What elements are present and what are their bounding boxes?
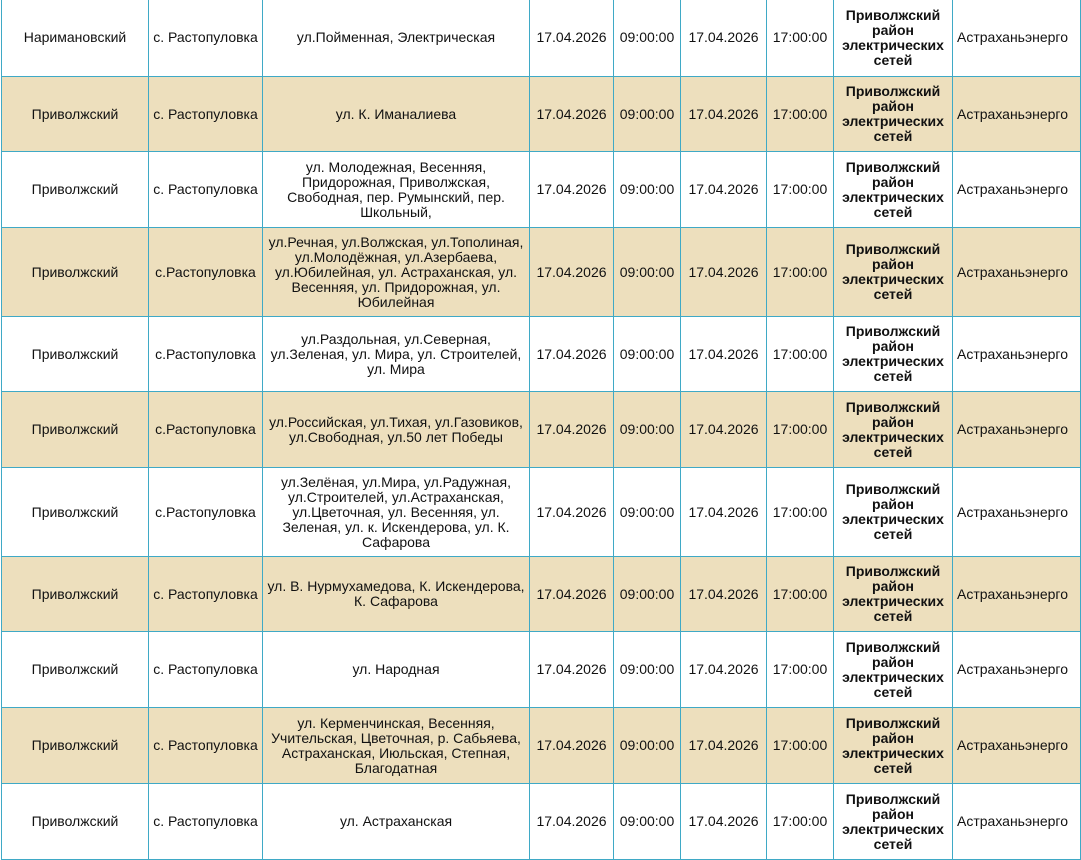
grid-organization-cell: Приволжский район электрических сетей (834, 632, 953, 708)
locality-cell: с. Растопуловка (149, 708, 263, 784)
start-date-cell: 17.04.2026 (530, 708, 614, 784)
locality-cell: с. Растопуловка (149, 0, 263, 77)
district-cell: Приволжский (2, 784, 149, 860)
locality-cell: с.Растопуловка (149, 228, 263, 317)
start-time-cell: 09:00:00 (614, 228, 681, 317)
end-time-cell: 17:00:00 (767, 632, 834, 708)
end-time-cell: 17:00:00 (767, 0, 834, 77)
end-time-cell: 17:00:00 (767, 77, 834, 152)
end-time-cell: 17:00:00 (767, 708, 834, 784)
district-cell: Приволжский (2, 708, 149, 784)
district-cell: Приволжский (2, 152, 149, 228)
end-time-cell: 17:00:00 (767, 468, 834, 557)
locality-cell: с. Растопуловка (149, 632, 263, 708)
grid-organization-cell: Приволжский район электрических сетей (834, 0, 953, 77)
grid-organization-cell: Приволжский район электрических сетей (834, 77, 953, 152)
grid-organization-cell: Приволжский район электрических сетей (834, 317, 953, 392)
end-time-cell: 17:00:00 (767, 392, 834, 468)
start-time-cell: 09:00:00 (614, 557, 681, 632)
start-date-cell: 17.04.2026 (530, 77, 614, 152)
table-row (2, 708, 1081, 784)
table-row (2, 77, 1081, 152)
company-cell: Астраханьэнерго (953, 557, 1081, 632)
start-date-cell: 17.04.2026 (530, 317, 614, 392)
start-time-cell: 09:00:00 (614, 152, 681, 228)
district-cell: Приволжский (2, 632, 149, 708)
locality-cell: с. Растопуловка (149, 557, 263, 632)
streets-cell: ул. Астраханская (263, 784, 530, 860)
start-time-cell: 09:00:00 (614, 77, 681, 152)
company-cell: Астраханьэнерго (953, 632, 1081, 708)
table-body (2, 0, 1081, 860)
end-date-cell: 17.04.2026 (681, 0, 767, 77)
streets-cell: ул. Керменчинская, Весенняя, Учительская, Цветочная, р. Сабьяева, Астраханская, Июльская, Степная, Благодатная (263, 708, 530, 784)
start-date-cell: 17.04.2026 (530, 468, 614, 557)
grid-organization-cell: Приволжский район электрических сетей (834, 152, 953, 228)
start-date-cell: 17.04.2026 (530, 784, 614, 860)
table-row (2, 468, 1081, 557)
district-cell: Приволжский (2, 77, 149, 152)
table-row (2, 784, 1081, 860)
grid-organization-cell: Приволжский район электрических сетей (834, 784, 953, 860)
district-cell: Приволжский (2, 228, 149, 317)
grid-organization-cell: Приволжский район электрических сетей (834, 392, 953, 468)
start-time-cell: 09:00:00 (614, 708, 681, 784)
locality-cell: с. Растопуловка (149, 77, 263, 152)
end-date-cell: 17.04.2026 (681, 557, 767, 632)
locality-cell: с. Растопуловка (149, 784, 263, 860)
company-cell: Астраханьэнерго (953, 317, 1081, 392)
company-cell: Астраханьэнерго (953, 708, 1081, 784)
district-cell: Наримановский (2, 0, 149, 77)
grid-organization-cell: Приволжский район электрических сетей (834, 468, 953, 557)
company-cell: Астраханьэнерго (953, 392, 1081, 468)
end-date-cell: 17.04.2026 (681, 228, 767, 317)
start-time-cell: 09:00:00 (614, 392, 681, 468)
end-time-cell: 17:00:00 (767, 228, 834, 317)
table-row (2, 557, 1081, 632)
company-cell: Астраханьэнерго (953, 468, 1081, 557)
grid-organization-cell: Приволжский район электрических сетей (834, 228, 953, 317)
streets-cell: ул.Российская, ул.Тихая, ул.Газовиков, ул.Свободная, ул.50 лет Победы (263, 392, 530, 468)
streets-cell: ул. Молодежная, Весенняя, Придорожная, Приволжская, Свободная, пер. Румынский, пер. Школьный, (263, 152, 530, 228)
end-date-cell: 17.04.2026 (681, 632, 767, 708)
locality-cell: с.Растопуловка (149, 468, 263, 557)
start-date-cell: 17.04.2026 (530, 0, 614, 77)
table-row (2, 228, 1081, 317)
streets-cell: ул.Раздольная, ул.Северная, ул.Зеленая, ул. Мира, ул. Строителей, ул. Мира (263, 317, 530, 392)
streets-cell: ул. Народная (263, 632, 530, 708)
locality-cell: с.Растопуловка (149, 392, 263, 468)
end-time-cell: 17:00:00 (767, 317, 834, 392)
table-row (2, 632, 1081, 708)
start-time-cell: 09:00:00 (614, 317, 681, 392)
outage-schedule-table (1, 0, 1081, 860)
end-time-cell: 17:00:00 (767, 557, 834, 632)
streets-cell: ул. К. Иманалиева (263, 77, 530, 152)
streets-cell: ул.Зелёная, ул.Мира, ул.Радужная, ул.Строителей, ул.Астраханская, ул.Цветочная, ул. Весенняя, ул. Зеленая, ул. к. Искендерова, ул. К. Сафарова (263, 468, 530, 557)
end-date-cell: 17.04.2026 (681, 77, 767, 152)
table-row (2, 317, 1081, 392)
end-date-cell: 17.04.2026 (681, 392, 767, 468)
grid-organization-cell: Приволжский район электрических сетей (834, 708, 953, 784)
start-date-cell: 17.04.2026 (530, 632, 614, 708)
company-cell: Астраханьэнерго (953, 784, 1081, 860)
start-time-cell: 09:00:00 (614, 468, 681, 557)
grid-organization-cell: Приволжский район электрических сетей (834, 557, 953, 632)
locality-cell: с. Растопуловка (149, 152, 263, 228)
start-time-cell: 09:00:00 (614, 632, 681, 708)
start-date-cell: 17.04.2026 (530, 152, 614, 228)
company-cell: Астраханьэнерго (953, 77, 1081, 152)
table-row (2, 392, 1081, 468)
start-time-cell: 09:00:00 (614, 784, 681, 860)
table-row (2, 152, 1081, 228)
start-date-cell: 17.04.2026 (530, 392, 614, 468)
start-date-cell: 17.04.2026 (530, 557, 614, 632)
streets-cell: ул. В. Нурмухамедова, К. Искендерова, К. Сафарова (263, 557, 530, 632)
district-cell: Приволжский (2, 468, 149, 557)
district-cell: Приволжский (2, 317, 149, 392)
end-date-cell: 17.04.2026 (681, 317, 767, 392)
company-cell: Астраханьэнерго (953, 152, 1081, 228)
company-cell: Астраханьэнерго (953, 228, 1081, 317)
end-date-cell: 17.04.2026 (681, 708, 767, 784)
table-row (2, 0, 1081, 77)
district-cell: Приволжский (2, 557, 149, 632)
end-date-cell: 17.04.2026 (681, 152, 767, 228)
end-time-cell: 17:00:00 (767, 784, 834, 860)
streets-cell: ул.Речная, ул.Волжская, ул.Тополиная, ул.Молодёжная, ул.Азербаева, ул.Юбилейная, ул. Астраханская, ул. Весенняя, ул. Придорожная, ул. Юбилейная (263, 228, 530, 317)
district-cell: Приволжский (2, 392, 149, 468)
start-time-cell: 09:00:00 (614, 0, 681, 77)
end-date-cell: 17.04.2026 (681, 784, 767, 860)
streets-cell: ул.Пойменная, Электрическая (263, 0, 530, 77)
start-date-cell: 17.04.2026 (530, 228, 614, 317)
end-date-cell: 17.04.2026 (681, 468, 767, 557)
locality-cell: с.Растопуловка (149, 317, 263, 392)
company-cell: Астраханьэнерго (953, 0, 1081, 77)
end-time-cell: 17:00:00 (767, 152, 834, 228)
